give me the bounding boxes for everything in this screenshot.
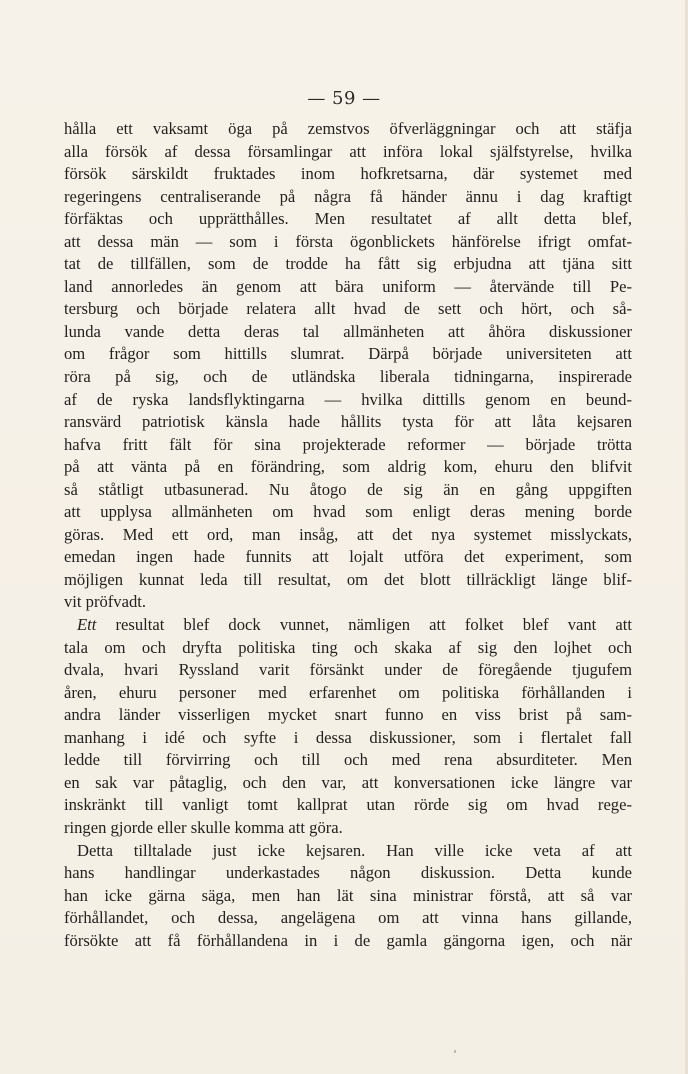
- text-line: förfäktas och upprätthålles. Men resultatet af allt detta blef,: [64, 209, 632, 229]
- text-line: försökte att få förhållandena in i de gamla gängorna igen, och när: [64, 930, 632, 950]
- text-line: ringen gjorde eller skulle komma att göra.: [64, 817, 343, 837]
- paragraph-start-line: Detta tilltalade just icke kejsaren. Han ville icke veta af att: [77, 840, 632, 860]
- text-line: lunda vande detta deras tal allmänheten att åhöra diskussioner: [64, 321, 632, 341]
- text-line: andra länder visserligen mycket snart funno en viss brist på sam-: [64, 705, 632, 725]
- text-line: röra på sig, och de utländska liberala tidningarna, inspirerade: [64, 367, 632, 387]
- paragraph-start-line: [64, 614, 632, 637]
- print-speck: [454, 1050, 456, 1053]
- text-line: möjligen kunnat leda till resultat, om det blott tillräckligt länge blif-: [64, 569, 632, 589]
- text-line: förhållandet, och dessa, angelägena om att vinna hans gillande,: [64, 908, 632, 928]
- line-rest: resultat blef dock vunnet, nämligen att folket blef vant att: [96, 615, 632, 635]
- text-line: försök särskildt fruktades inom hofkretsarna, där systemet med: [64, 164, 632, 184]
- text-line: hans handlingar underkastades någon diskussion. Detta kunde: [64, 863, 632, 883]
- text-line: inskränkt till vanligt tomt kallprat utan rörde sig om hvad rege-: [64, 795, 632, 815]
- page-number: — 59 —: [307, 88, 381, 109]
- text-line: åren, ehuru personer med erfarenhet om politiska förhållanden i: [64, 682, 632, 702]
- body-text: [64, 118, 632, 952]
- text-line: vit pröfvadt.: [64, 592, 147, 612]
- text-line: ledde till förvirring och till och med rena absurditeter. Men: [64, 750, 632, 770]
- text-line: ransvärd patriotisk känsla hade hållits tysta för att låta kejsaren: [64, 412, 632, 432]
- text-line: att dessa män — som i första ögonblickets hänförelse ifrigt omfat-: [64, 231, 632, 251]
- text-line: göras. Med ett ord, man insåg, att det nya systemet misslyckats,: [64, 524, 632, 544]
- text-line: han icke gärna säga, men han lät sina ministrar förstå, att så var: [64, 885, 632, 905]
- text-line: dvala, hvari Ryssland varit försänkt under de föregående tjugufem: [64, 660, 632, 680]
- text-line: af de ryska landsflyktingarna — hvilka dittills genom en beund-: [64, 389, 632, 409]
- text-line: alla försök af dessa församlingar att införa lokal själfstyrelse, hvilka: [64, 141, 632, 161]
- text-line: hålla ett vaksamt öga på zemstvos öfverläggningar och att stäfja: [64, 119, 632, 138]
- text-line: att upplysa allmänheten om hvad som enligt deras mening borde: [64, 502, 632, 522]
- text-line: land annorledes än genom att bära uniform — återvände till Pe-: [64, 276, 632, 296]
- text-line: tat de tillfällen, som de trodde ha fått sig erbjudna att tjäna sitt: [64, 254, 632, 274]
- text-line: emedan ingen hade funnits att lojalt utföra det experiment, som: [64, 547, 632, 567]
- text-line: tala om och dryfta politiska ting och skaka af sig den lojhet och: [64, 637, 632, 657]
- text-line: så ståtligt utbasunerad. Nu åtogo de sig än en gång uppgiften: [64, 479, 632, 499]
- text-line: på att vänta på en förändring, som aldrig kom, ehuru den blifvit: [64, 457, 632, 477]
- emphasized-word: Ett: [77, 615, 97, 635]
- text-line: om frågor som hittills slumrat. Därpå började universiteten att: [64, 344, 632, 364]
- text-line: regeringens centraliserande på några få händer ännu i dag kraftigt: [64, 186, 632, 206]
- text-line: tersburg och började relatera allt hvad de sett och hört, och så-: [64, 299, 632, 319]
- text-line: hafva fritt fält för sina projekterade reformer — började trötta: [64, 434, 632, 454]
- text-line: manhang i idé och syfte i dessa diskussioner, som i flertalet fall: [64, 727, 632, 747]
- text-line: en sak var påtaglig, och den var, att konversationen icke längre var: [64, 772, 632, 792]
